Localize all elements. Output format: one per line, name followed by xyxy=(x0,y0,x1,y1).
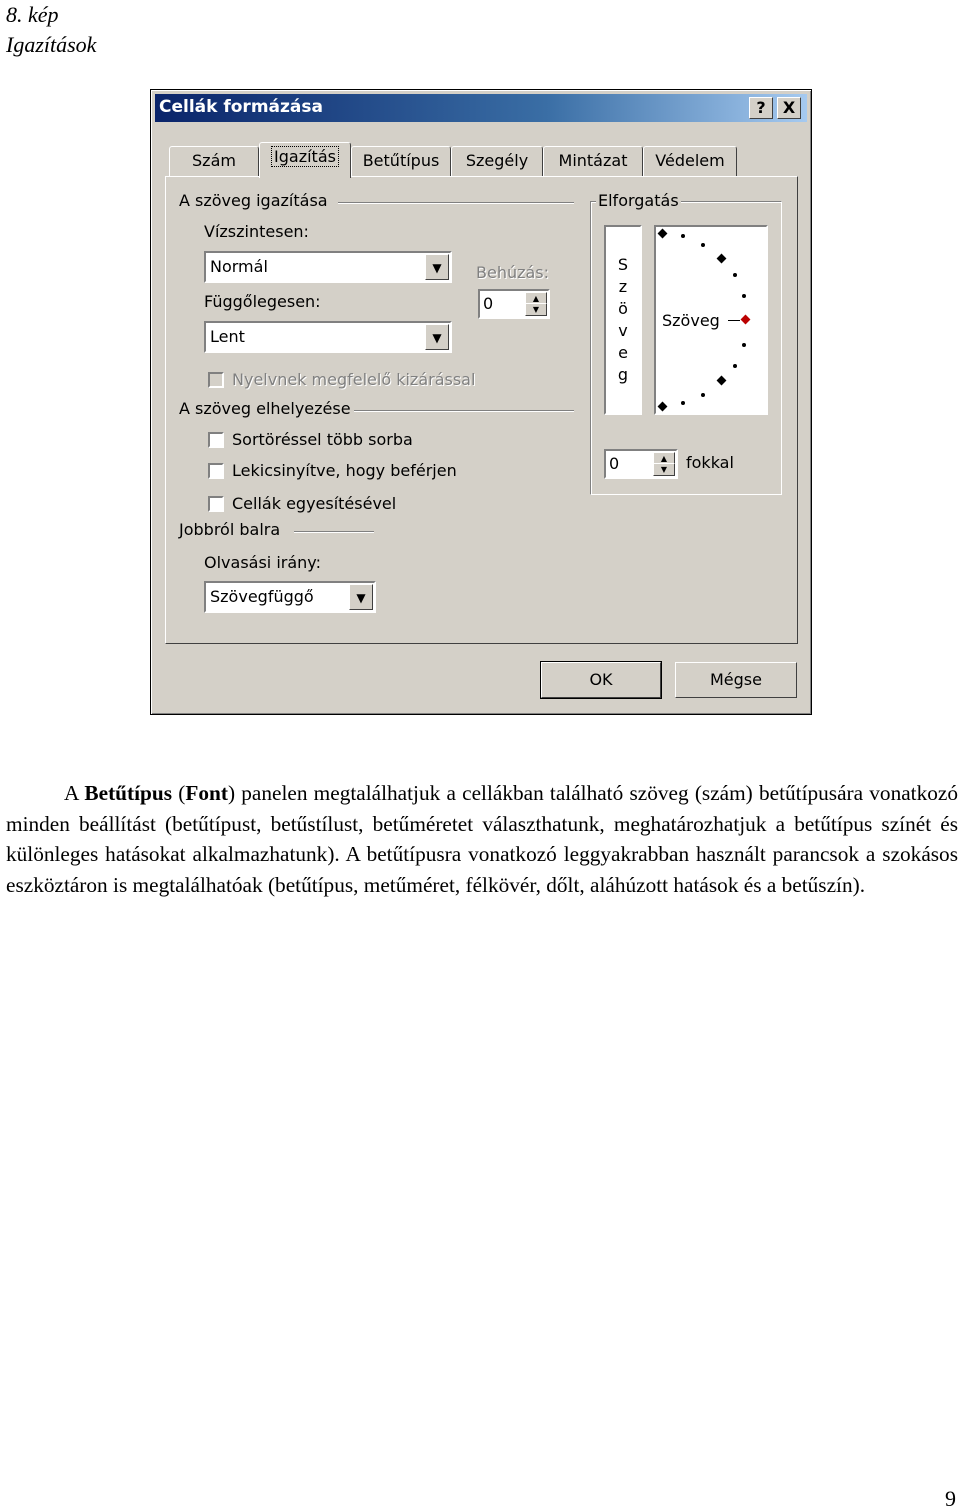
angle-dot xyxy=(733,364,737,368)
angle-handle[interactable] xyxy=(741,315,751,325)
title-bar xyxy=(155,94,807,122)
tab-igazitas[interactable]: Igazítás xyxy=(259,142,351,178)
horizontal-label: Vízszintesen: xyxy=(204,222,309,241)
dialog-title: Cellák formázása xyxy=(159,97,323,117)
chevron-down-icon[interactable]: ▼ xyxy=(425,254,449,280)
angle-dot xyxy=(681,401,685,405)
bold-term: Font xyxy=(185,781,228,805)
angle-dot xyxy=(701,243,705,247)
vertical-char: ö xyxy=(618,299,628,318)
help-button[interactable]: ? xyxy=(749,97,773,119)
vertical-char: z xyxy=(618,277,628,296)
indent-label: Behúzás: xyxy=(476,263,550,282)
tab-vedelem[interactable]: Védelem xyxy=(643,146,737,176)
spin-down-icon[interactable]: ▼ xyxy=(653,463,675,476)
wrap-text-label: Sortöréssel több sorba xyxy=(232,430,413,449)
body-paragraph xyxy=(6,778,958,900)
merge-cells-checkbox[interactable] xyxy=(208,496,224,512)
vertical-label: Függőlegesen: xyxy=(204,292,321,311)
tab-szam[interactable]: Szám xyxy=(169,146,259,176)
indent-value: 0 xyxy=(483,294,494,313)
vertical-char: e xyxy=(618,343,628,362)
wrap-text-checkbox[interactable] xyxy=(208,432,224,448)
angle-marker xyxy=(717,254,727,264)
paragraph-start: A xyxy=(64,781,85,805)
vertical-text-box[interactable] xyxy=(604,225,642,415)
angle-dot xyxy=(681,234,685,238)
tab-szegely[interactable]: Szegély xyxy=(451,146,543,176)
vertical-value: Lent xyxy=(210,327,245,346)
direction-select[interactable] xyxy=(204,581,376,613)
direction-label: Olvasási irány: xyxy=(204,553,321,572)
angle-marker xyxy=(717,376,727,386)
figure-number: 8. kép xyxy=(6,2,59,27)
vertical-char: g xyxy=(617,365,629,384)
orientation-text: Szöveg xyxy=(662,311,720,330)
ok-button[interactable]: OK xyxy=(541,662,661,698)
horizontal-select[interactable] xyxy=(204,251,452,283)
vertical-select[interactable] xyxy=(204,321,452,353)
divider xyxy=(354,410,574,412)
tab-mintazat[interactable]: Mintázat xyxy=(543,146,643,176)
merge-cells-label: Cellák egyesítésével xyxy=(232,494,397,513)
orientation-dial[interactable] xyxy=(654,225,768,415)
spin-up-icon[interactable]: ▲ xyxy=(653,452,675,465)
angle-dot xyxy=(742,343,746,347)
degrees-spinner[interactable] xyxy=(604,449,678,479)
paragraph-text: ( xyxy=(172,781,186,805)
rtl-group-label: Jobbról balra xyxy=(179,520,281,539)
alignment-group-label: A szöveg igazítása xyxy=(179,191,328,210)
shrink-to-fit-label: Lekicsinyítve, hogy beférjen xyxy=(232,461,457,480)
indent-spinner[interactable] xyxy=(478,289,550,319)
orientation-line xyxy=(728,320,740,321)
angle-dot xyxy=(733,273,737,277)
angle-marker xyxy=(658,402,668,412)
page-number: 9 xyxy=(945,1486,956,1511)
tab-betutipus[interactable]: Betűtípus xyxy=(351,146,451,176)
angle-marker xyxy=(658,229,668,239)
justify-distributed-label: Nyelvnek megfelelő kizárással xyxy=(232,370,476,389)
divider xyxy=(338,202,574,204)
bold-term: Betűtípus xyxy=(84,781,173,805)
vertical-char: v xyxy=(618,321,628,340)
degrees-value: 0 xyxy=(609,454,620,473)
horizontal-value: Normál xyxy=(210,257,268,276)
placement-group-label: A szöveg elhelyezése xyxy=(179,399,351,418)
divider xyxy=(294,531,374,533)
paragraph-text: ) panelen megtalálhatjuk a cellákban található szöveg (szám) betűtípusára vonatkozó minden beállítást (betűtípust, betűstílust, betűméretet választhatunk, meghatározhatjuk a betűtípus színét és különleges hatásokat alkalmazhatunk). A betűtípusra vonatkozó leggyakrabban használt parancsok a szokásos eszköztáron is megtalálhatóak (betűtípus, metűméret, félkövér, dőlt, aláhúzott hatások és a betűszín). xyxy=(6,781,958,897)
justify-distributed-checkbox[interactable] xyxy=(208,372,224,388)
direction-value: Szövegfüggő xyxy=(210,587,314,606)
spin-down-icon[interactable]: ▼ xyxy=(525,303,547,316)
cancel-button[interactable]: Mégse xyxy=(675,662,797,698)
format-cells-dialog xyxy=(150,89,812,715)
chevron-down-icon[interactable]: ▼ xyxy=(425,324,449,350)
spin-up-icon[interactable]: ▲ xyxy=(525,292,547,305)
shrink-to-fit-checkbox[interactable] xyxy=(208,463,224,479)
vertical-char: S xyxy=(617,255,629,274)
close-button[interactable]: X xyxy=(777,97,801,119)
figure-title: Igazítások xyxy=(6,32,97,57)
orientation-group-label: Elforgatás xyxy=(598,191,679,210)
angle-dot xyxy=(742,294,746,298)
chevron-down-icon[interactable]: ▼ xyxy=(349,584,373,610)
degrees-label: fokkal xyxy=(686,453,734,472)
alignment-panel xyxy=(165,176,798,644)
angle-dot xyxy=(701,393,705,397)
